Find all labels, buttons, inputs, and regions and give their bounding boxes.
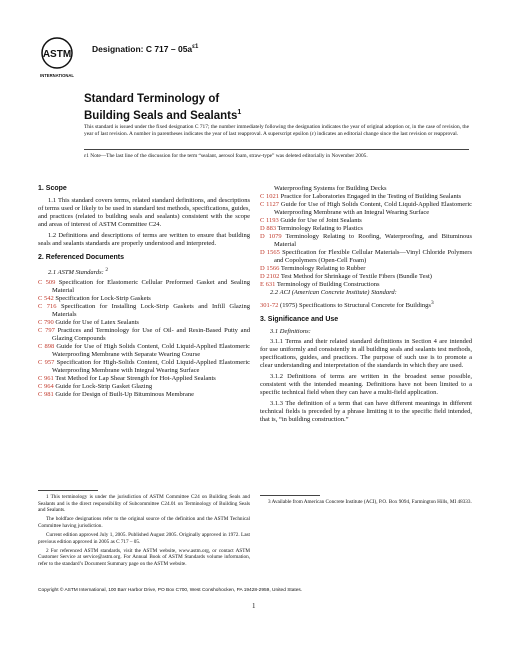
reference-code[interactable]: C 509 — [38, 279, 56, 287]
reference-item — [38, 279, 250, 295]
footnote-2: 2 For referenced ASTM standards, visit the ASTM website, www.astm.org, or contact ASTM Customer Service at service@astm.org. For Annual Book of ASTM Standards volume information, refer to the standard’s Document Summary page on the ASTM website. — [38, 547, 250, 567]
reference-text: Terminology Relating to Roofing, Waterproofing, and Bituminous Material — [274, 233, 472, 248]
referenced-heading: 2. Referenced Documents — [38, 254, 124, 261]
definitions-label — [270, 328, 472, 336]
footnote-3: 3 Available from American Concrete Institute (ACI), P.O. Box 9094, Farmington Hills, MI 48333. — [268, 499, 472, 505]
reference-item — [38, 383, 250, 391]
svg-text:INTERNATIONAL: INTERNATIONAL — [40, 73, 74, 78]
reference-text: (1975) Specifications to Structural Concrete for Buildings — [280, 302, 431, 310]
reference-code[interactable]: C 1193 — [260, 217, 279, 224]
title-sup: 1 — [237, 109, 242, 116]
right-column — [260, 185, 472, 427]
reference-code[interactable]: C 961 — [38, 375, 54, 383]
reference-text: Terminology Relating to Plastics — [277, 225, 363, 232]
reference-text: Guide for Use of High Solids Content, Cold Liquid-Applied Elastomeric Waterproofing Membrane with Separate Wearing Course — [52, 343, 251, 359]
reference-sup: 3 — [430, 300, 434, 306]
reference-item — [38, 303, 250, 319]
reference-item — [260, 299, 472, 310]
footnote-1b: The boldface designations refer to the original source of the definition and the ASTM Technical Committee having jurisdiction. — [38, 516, 250, 529]
astm-logo — [37, 36, 77, 80]
reference-item — [260, 225, 472, 233]
reference-code[interactable]: C 957 — [38, 359, 55, 367]
designation-sup: ε1 — [192, 44, 199, 51]
reference-item — [38, 319, 250, 327]
reference-text: Specification for High-Solids Content, Cold Liquid-Applied Elastomeric Waterproofing Membrane with Integral Wearing Surface — [52, 359, 251, 375]
svg-text:ASTM: ASTM — [42, 49, 72, 60]
scope-heading: 1. Scope — [38, 185, 67, 192]
reference-text: Practices and Terminology for Use of Oil- and Resin-Based Putty and Glazing Compounds — [52, 327, 251, 343]
reference-code[interactable]: D 883 — [260, 225, 277, 232]
significance-3-1-3: 3.1.3 The definition of a term that can have different meanings in different technical fields is preceded by a phrase limiting it to the specific field intended, that is, “in building construction.” — [260, 400, 472, 424]
reference-code[interactable]: C 542 — [38, 295, 54, 303]
reference-code[interactable]: E 631 — [260, 281, 276, 288]
footnote-rule-left — [38, 490, 98, 491]
reference-item — [260, 217, 472, 225]
reference-code[interactable]: C 981 — [38, 391, 54, 399]
reference-text: Guide for Use of Joint Sealants — [280, 217, 362, 224]
astm-standards-sup: 2 — [105, 267, 109, 273]
reference-item — [38, 391, 250, 399]
reference-code[interactable]: D 1079 — [260, 233, 282, 240]
copyright: Copyright © ASTM International, 100 Barr Harbor Drive, PO Box C700, West Conshohocken, PA 19428-2959, United States. — [38, 588, 303, 593]
reference-text: Test Method for Shrinkage of Textile Fibers (Bundle Test) — [280, 273, 432, 280]
reference-item — [260, 265, 472, 273]
significance-3-1-2: 3.1.2 Definitions of terms are written in the broadest sense possible, consistent with the intended meaning. Definitions have not been limited to a specific technical field when they can have a multi-field application. — [260, 373, 472, 397]
significance-heading: 3. Significance and Use — [260, 316, 339, 324]
reference-continued: Waterproofing Systems for Building Decks — [274, 185, 387, 192]
footnote-rule-right — [260, 495, 320, 496]
page-number: 1 — [252, 602, 256, 610]
reference-code[interactable]: D 2102 — [260, 273, 280, 280]
reference-text: Terminology Relating to Rubber — [280, 265, 366, 272]
aci-standard-text: 2.2 ACI (American Concrete Institute) Standard: — [270, 289, 397, 296]
left-column — [38, 185, 250, 399]
reference-code[interactable]: 301-72 — [260, 302, 279, 310]
issuance-statement: This standard is issued under the fixed designation C 717; the number immediately following the designation indicates the year of original adoption or, in the case of revision, the year of last revision. A number in parentheses indicates the year of last reapproval. A superscript epsilon (ε) indicates an editorial change since the last revision or reapproval. — [84, 124, 469, 138]
astm-standards-text: 2.1 ASTM Standards: — [48, 269, 104, 277]
reference-item — [38, 343, 250, 359]
reference-item — [38, 359, 250, 375]
reference-code[interactable]: C 1127 — [260, 201, 279, 208]
aci-standard-label — [270, 289, 472, 297]
reference-text: Specification for Lock-Strip Gaskets — [55, 295, 151, 303]
designation-text: Designation: C 717 – 05a — [92, 44, 193, 54]
reference-code[interactable]: D 1565 — [260, 249, 280, 256]
designation — [92, 44, 198, 54]
title-line1: Standard Terminology of — [84, 93, 220, 105]
reference-code[interactable]: C 716 — [38, 303, 57, 311]
reference-item — [38, 327, 250, 343]
reference-item — [38, 375, 250, 383]
astm-standards-label — [48, 266, 250, 277]
reference-text: Specification for Elastomeric Cellular Preformed Gasket and Sealing Material — [52, 279, 250, 295]
footnote-1: 1 This terminology is under the jurisdiction of ASTM Committee C24 on Building Seals and Sealants and is the direct responsibility of Subcommittee C24.01 on Terminology of Building Seals and Sealants. — [38, 494, 250, 514]
reference-text: Guide for Use of Latex Sealants — [55, 319, 139, 327]
reference-text: Specification for Flexible Cellular Materials—Vinyl Chloride Polymers and Copolymers (Open-Cell Foam) — [274, 249, 472, 264]
scope-1-1: 1.1 This standard covers terms, related standard definitions, and descriptions of terms used or likely to be used in standard test methods, specifications, guides, and practices (related to building seals and sealants) consistent with the scope and areas of interest of ASTM Committee C24. — [38, 197, 250, 228]
reference-item — [260, 249, 472, 265]
scope-1-2: 1.2 Definitions and descriptions of terms are written to ensure that building seals and sealants standards are properly understood and interpreted. — [38, 232, 250, 247]
reference-list-right — [260, 193, 472, 289]
reference-text: Test Method for Lap Shear Strength for Hot-Applied Sealants — [55, 375, 216, 383]
page-title — [84, 92, 414, 123]
reference-text: Specification for Installing Lock-Strip Gaskets and Infill Glazing Materials — [52, 303, 251, 319]
definitions-text: 3.1 Definitions: — [270, 328, 311, 336]
reference-item — [260, 193, 472, 201]
reference-text: Guide for Lock-Strip Gasket Glazing — [55, 383, 153, 391]
divider — [84, 149, 469, 150]
significance-3-1-1: 3.1.1 Terms and their related standard definitions in Section 4 are intended for use uniformly and consistently in all building seals and sealants test methods, specifications, guides, and practices. The purpose of such use is to promote a clear understanding and interpretation of the standards in which they are used. — [260, 338, 472, 370]
footnote-1c: Current edition approved July 1, 2005. Published August 2005. Originally approved in 1972. Last previous edition approved in 2005 as C 717 – 05. — [38, 531, 250, 545]
reference-text: Guide for Use of High Solids Content, Cold Liquid-Applied Elastomeric Waterproofing Membrane with an Integral Wearing Surface — [274, 201, 473, 216]
reference-item — [38, 295, 250, 303]
reference-item — [260, 201, 472, 217]
reference-item — [260, 281, 472, 289]
footnotes-left — [38, 494, 250, 570]
reference-code[interactable]: C 898 — [38, 343, 55, 351]
reference-item — [260, 233, 472, 249]
reference-code[interactable]: C 797 — [38, 327, 55, 335]
reference-code[interactable]: C 1021 — [260, 193, 279, 200]
reference-list-left — [38, 279, 250, 399]
reference-text: Terminology of Building Constructions — [276, 281, 380, 288]
reference-code[interactable]: C 790 — [38, 319, 54, 327]
reference-code[interactable]: D 1566 — [260, 265, 280, 272]
reference-text: Guide for Design of Built-Up Bituminous Membrane — [55, 391, 194, 399]
reference-code[interactable]: C 964 — [38, 383, 54, 391]
reference-text: Practice for Laboratories Engaged in the Testing of Building Sealants — [280, 193, 462, 200]
editorial-note: ε1 Note—The last line of the discussion for the term “sealant, aerosol foam, straw-type” was deleted editorially in November 2005. — [84, 153, 368, 159]
reference-item — [260, 273, 472, 281]
title-line2: Building Seals and Sealants — [84, 109, 238, 122]
